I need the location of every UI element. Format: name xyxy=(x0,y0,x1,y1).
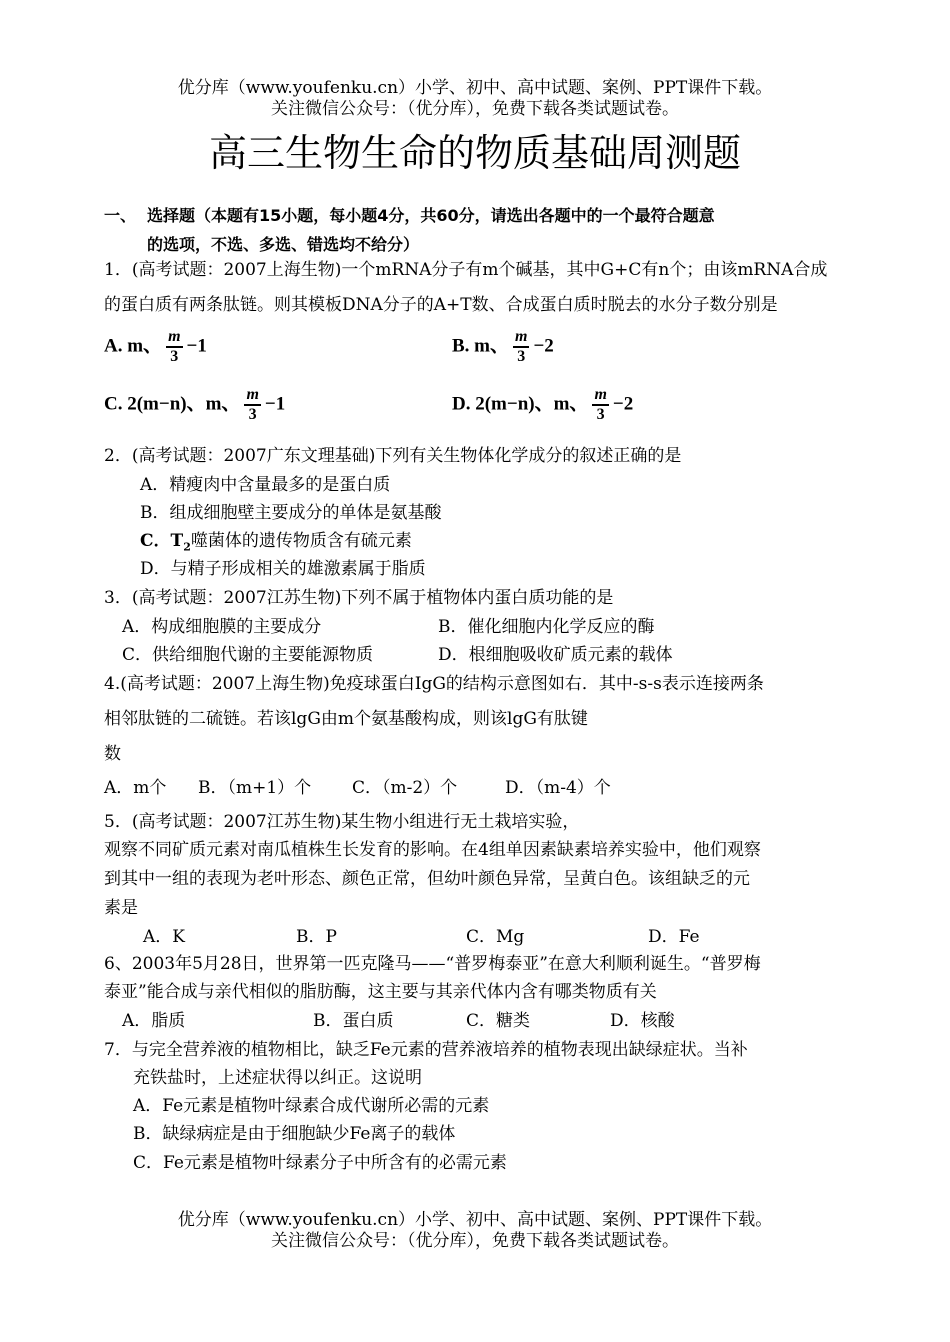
fraction-numerator: m xyxy=(592,386,608,406)
q1-option-c-suffix: −1 xyxy=(264,393,286,415)
q5-stem-line1: 5．(高考试题：2007江苏生物)某生物小组进行无土栽培实验， xyxy=(104,812,580,832)
q1-option-b-fraction xyxy=(513,328,529,366)
q7-stem-line2: 充铁盐时，上述症状得以纠正。这说明 xyxy=(133,1068,422,1088)
q4-stem-line3: 数 xyxy=(104,744,121,764)
q7-option-b[interactable]: B．缺绿病症是由于细胞缺少Fe离子的载体 xyxy=(133,1124,456,1144)
q1-option-d-suffix: −2 xyxy=(612,393,634,415)
q6-option-c[interactable]: C．糖类 xyxy=(466,1011,531,1031)
q1-option-b-prefix: B. m、 xyxy=(452,335,510,357)
q6-option-d[interactable]: D．核酸 xyxy=(610,1011,675,1031)
q4-option-c[interactable]: C．（m-2）个 xyxy=(352,778,458,798)
q4-option-b[interactable]: B．（m+1）个 xyxy=(198,778,312,798)
section-instructions-line2: 的选项，不选、多选、错选均不给分） xyxy=(147,235,420,254)
q3-option-d[interactable]: D．根细胞吸收矿质元素的载体 xyxy=(438,645,673,665)
q6-option-a[interactable]: A．脂质 xyxy=(122,1011,186,1031)
q4-option-a[interactable]: A．m个 xyxy=(104,778,167,798)
q6-stem-line1: 6、2003年5月28日，世界第一匹克隆马——“普罗梅泰亚”在意大利顺利诞生。“普罗梅 xyxy=(104,954,761,974)
q2-option-b[interactable]: B．组成细胞壁主要成分的单体是氨基酸 xyxy=(140,503,442,523)
q1-option-c[interactable] xyxy=(104,386,285,424)
fraction-numerator: m xyxy=(513,328,529,348)
q5-stem-line2: 观察不同矿质元素对南瓜植株生长发育的影响。在4组单因素缺素培养实验中，他们观察 xyxy=(104,840,761,860)
q1-option-c-prefix: C. 2(m−n)、m、 xyxy=(104,393,241,415)
q1-option-c-fraction xyxy=(244,386,260,424)
q1-option-b-suffix: −2 xyxy=(533,335,554,357)
q2-option-c-text: 噬菌体的遗传物质含有硫元素 xyxy=(190,531,412,551)
q1-option-d-prefix: D. 2(m−n)、m、 xyxy=(452,393,589,415)
fraction-denominator: 3 xyxy=(596,406,605,423)
fraction-denominator: 3 xyxy=(170,348,179,365)
page-title: 高三生物生命的物质基础周测题 xyxy=(208,131,741,175)
q1-option-a-suffix: −1 xyxy=(186,335,207,357)
q2-option-c-prefix: C．T xyxy=(140,531,184,551)
q2-stem: 2．(高考试题：2007广东文理基础)下列有关生物体化学成分的叙述正确的是 xyxy=(104,446,682,466)
q5-option-c[interactable]: C．Mg xyxy=(466,927,525,947)
q2-option-c[interactable] xyxy=(140,529,412,559)
q1-option-b[interactable] xyxy=(452,328,554,366)
page-footer-line2: 关注微信公众号：（优分库），免费下载各类试题试卷。 xyxy=(271,1231,679,1251)
q2-option-a[interactable]: A．精瘦肉中含量最多的是蛋白质 xyxy=(140,475,391,495)
q7-option-c[interactable]: C．Fe元素是植物叶绿素分子中所含有的必需元素 xyxy=(133,1153,507,1173)
q3-option-b[interactable]: B．催化细胞内化学反应的酶 xyxy=(438,617,655,637)
q5-option-b[interactable]: B．P xyxy=(296,927,337,947)
q1-stem-line2: 的蛋白质有两条肽链。则其模板DNA分子的A+T数、合成蛋白质时脱去的水分子数分别是 xyxy=(104,295,778,315)
section-number: 一、 xyxy=(104,206,137,225)
page-header-line1: 优分库（www.youfenku.cn）小学、初中、高中试题、案例、PPT课件下载。 xyxy=(177,78,773,98)
fraction-denominator: 3 xyxy=(248,406,257,423)
page-footer-line1: 优分库（www.youfenku.cn）小学、初中、高中试题、案例、PPT课件下载。 xyxy=(177,1210,773,1230)
q7-option-a[interactable]: A．Fe元素是植物叶绿素合成代谢所必需的元素 xyxy=(133,1096,490,1116)
q6-stem-line2: 泰亚”能合成与亲代相似的脂肪酶，这主要与其亲代体内含有哪类物质有关 xyxy=(104,982,657,1002)
q3-option-a[interactable]: A．构成细胞膜的主要成分 xyxy=(122,617,322,637)
q5-stem-line4: 素是 xyxy=(104,898,138,918)
q4-option-d[interactable]: D．（m-4）个 xyxy=(505,778,611,798)
q1-option-a-fraction xyxy=(166,328,182,366)
q4-stem-line1: 4.(高考试题：2007上海生物)免疫球蛋白IgG的结构示意图如右．其中-s-s表示连接两条 xyxy=(104,674,764,694)
q7-stem-line1: 7．与完全营养液的植物相比，缺乏Fe元素的营养液培养的植物表现出缺绿症状。当补 xyxy=(104,1040,748,1060)
q1-option-d[interactable] xyxy=(452,386,633,424)
section-instructions-line1: 选择题（本题有15小题，每小题4分，共60分，请选出各题中的一个最符合题意 xyxy=(147,206,715,225)
fraction-numerator: m xyxy=(166,328,182,348)
q2-option-d[interactable]: D．与精子形成相关的雄激素属于脂质 xyxy=(140,559,426,579)
q1-option-a[interactable] xyxy=(104,328,207,366)
q2-option-c-subscript: 2 xyxy=(183,540,191,554)
q1-stem-line1: 1．(高考试题：2007上海生物)一个mRNA分子有m个碱基，其中G+C有n个；由该mRNA合成 xyxy=(104,260,828,280)
q1-option-a-prefix: A. m、 xyxy=(104,335,163,357)
q3-stem: 3．(高考试题：2007江苏生物)下列不属于植物体内蛋白质功能的是 xyxy=(104,588,614,608)
page-header-line2: 关注微信公众号：（优分库），免费下载各类试题试卷。 xyxy=(271,99,679,119)
q6-option-b[interactable]: B．蛋白质 xyxy=(313,1011,394,1031)
q5-stem-line3: 到其中一组的表现为老叶形态、颜色正常，但幼叶颜色异常，呈黄白色。该组缺乏的元 xyxy=(104,869,750,889)
q1-option-d-fraction xyxy=(592,386,608,424)
q5-option-a[interactable]: A．K xyxy=(143,927,185,947)
q4-stem-line2: 相邻肽链的二硫链。若该lgG由m个氨基酸构成，则该lgG有肽键 xyxy=(104,709,588,729)
q3-option-c[interactable]: C．供给细胞代谢的主要能源物质 xyxy=(122,645,374,665)
q5-option-d[interactable]: D．Fe xyxy=(648,927,700,947)
fraction-numerator: m xyxy=(244,386,260,406)
fraction-denominator: 3 xyxy=(517,348,526,365)
